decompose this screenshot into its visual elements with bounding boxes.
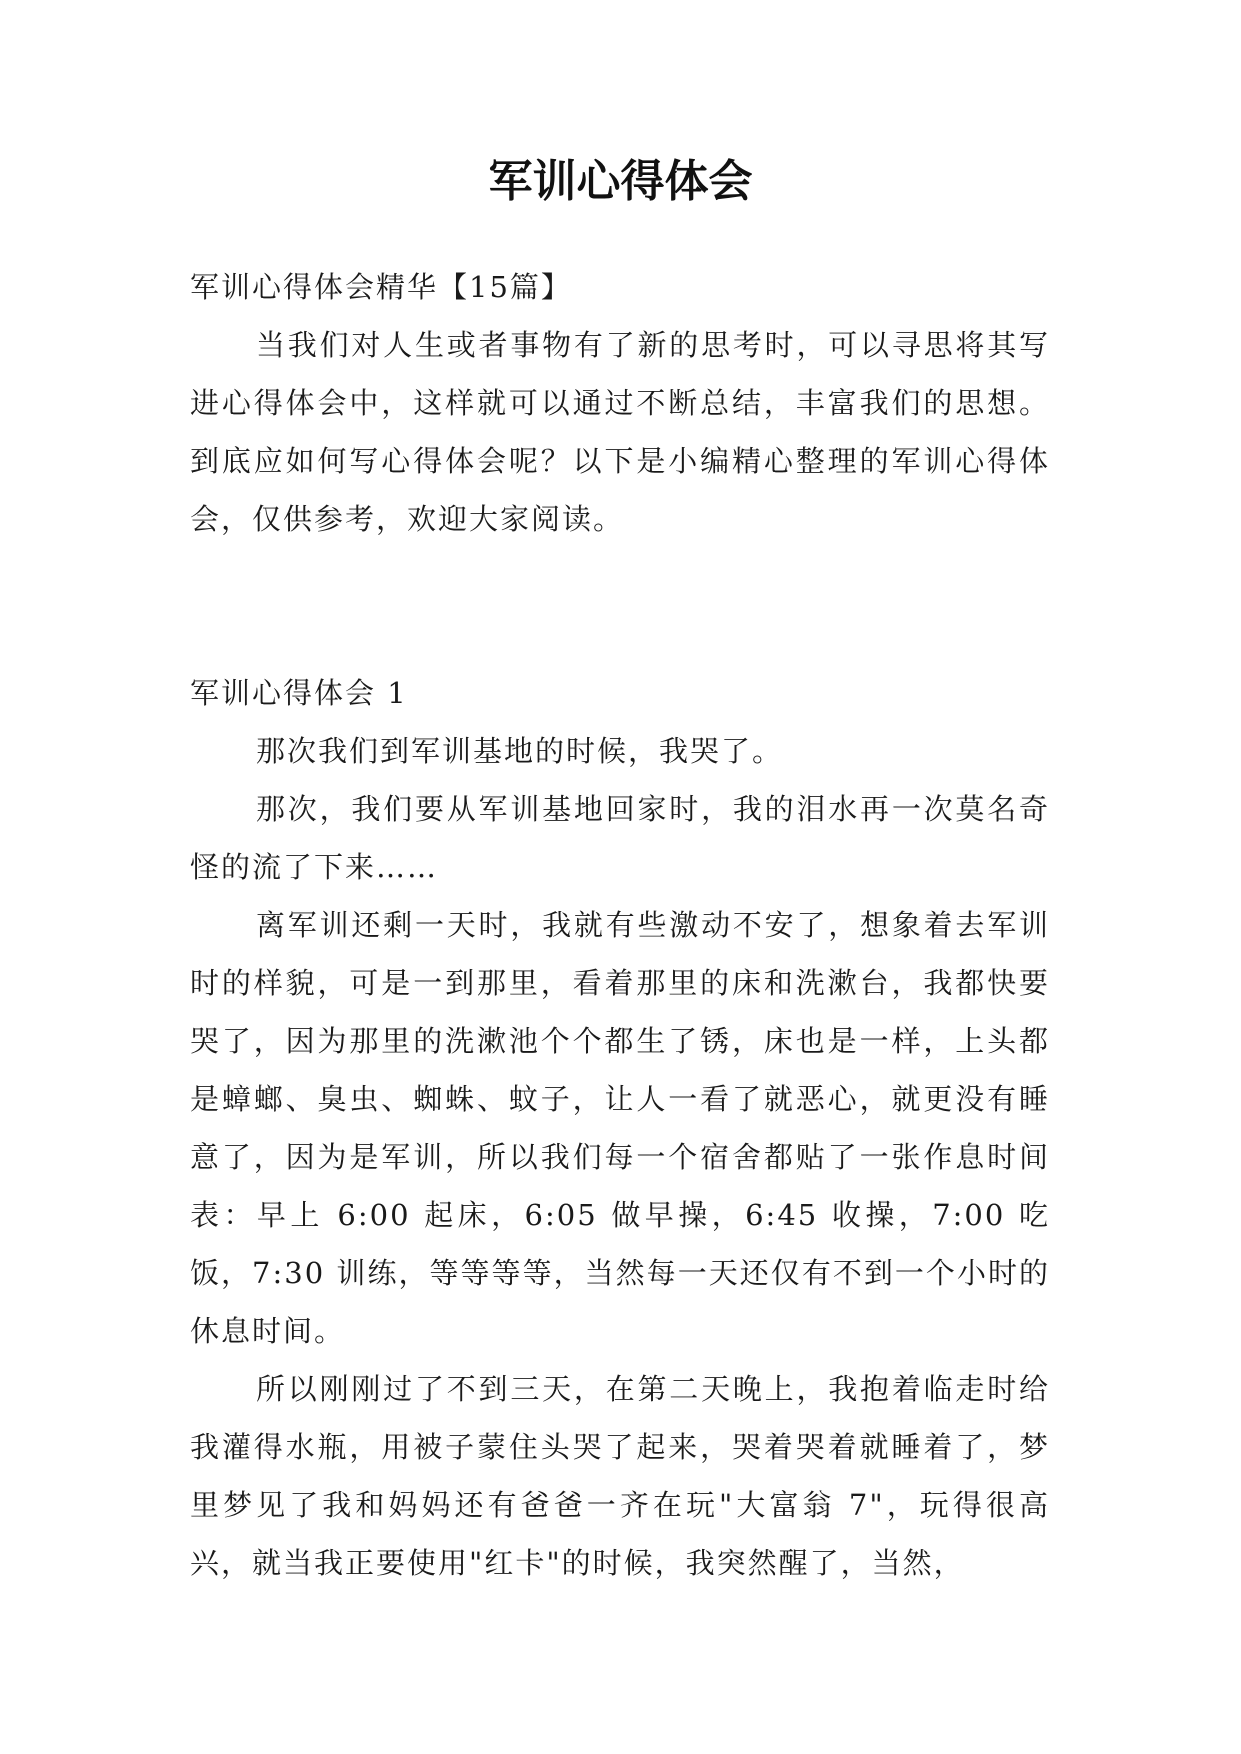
intro-heading: 军训心得体会精华【15篇】 [190, 270, 572, 304]
body-paragraph: 离军训还剩一天时，我就有些激动不安了，想象着去军训时的样貌，可是一到那里，看着那里的床和洗漱台，我都快要哭了，因为那里的洗漱池个个都生了锈，床也是一样，上头都是蟑螂、臭虫、蜘蛛、蚊子，让人一看了就恶心，就更没有睡意了，因为是军训，所以我们每一个宿舍都贴了一张作息时间表：早上 6:00 起床，6:05 做早操，6:45 收操，7:00 吃饭，7:30 训练，等等等等，当然每一天还仅有不到一个小时的休息时间。 [190, 908, 1050, 1348]
body-paragraph: 那次我们到军训基地的时候，我哭了。 [256, 734, 784, 768]
document-title: 军训心得体会 [488, 156, 753, 207]
body-paragraph: 那次，我们要从军训基地回家时，我的泪水再一次莫名奇怪的流了下来…… [190, 792, 1050, 884]
document-body [190, 258, 1050, 1592]
section-heading: 军训心得体会 1 [190, 676, 408, 710]
section-spacer [190, 548, 1050, 664]
body-paragraph: 所以刚刚过了不到三天，在第二天晚上，我抱着临走时给我灌得水瓶，用被子蒙住头哭了起来，哭着哭着就睡着了，梦里梦见了我和妈妈还有爸爸一齐在玩"大富翁 7"，玩得很高兴，就当我正要使用"红卡"的时候，我突然醒了，当然， [190, 1372, 1050, 1580]
intro-paragraph: 当我们对人生或者事物有了新的思考时，可以寻思将其写进心得体会中，这样就可以通过不断总结，丰富我们的思想。到底应如何写心得体会呢？以下是小编精心整理的军训心得体会，仅供参考，欢迎大家阅读。 [190, 328, 1050, 536]
